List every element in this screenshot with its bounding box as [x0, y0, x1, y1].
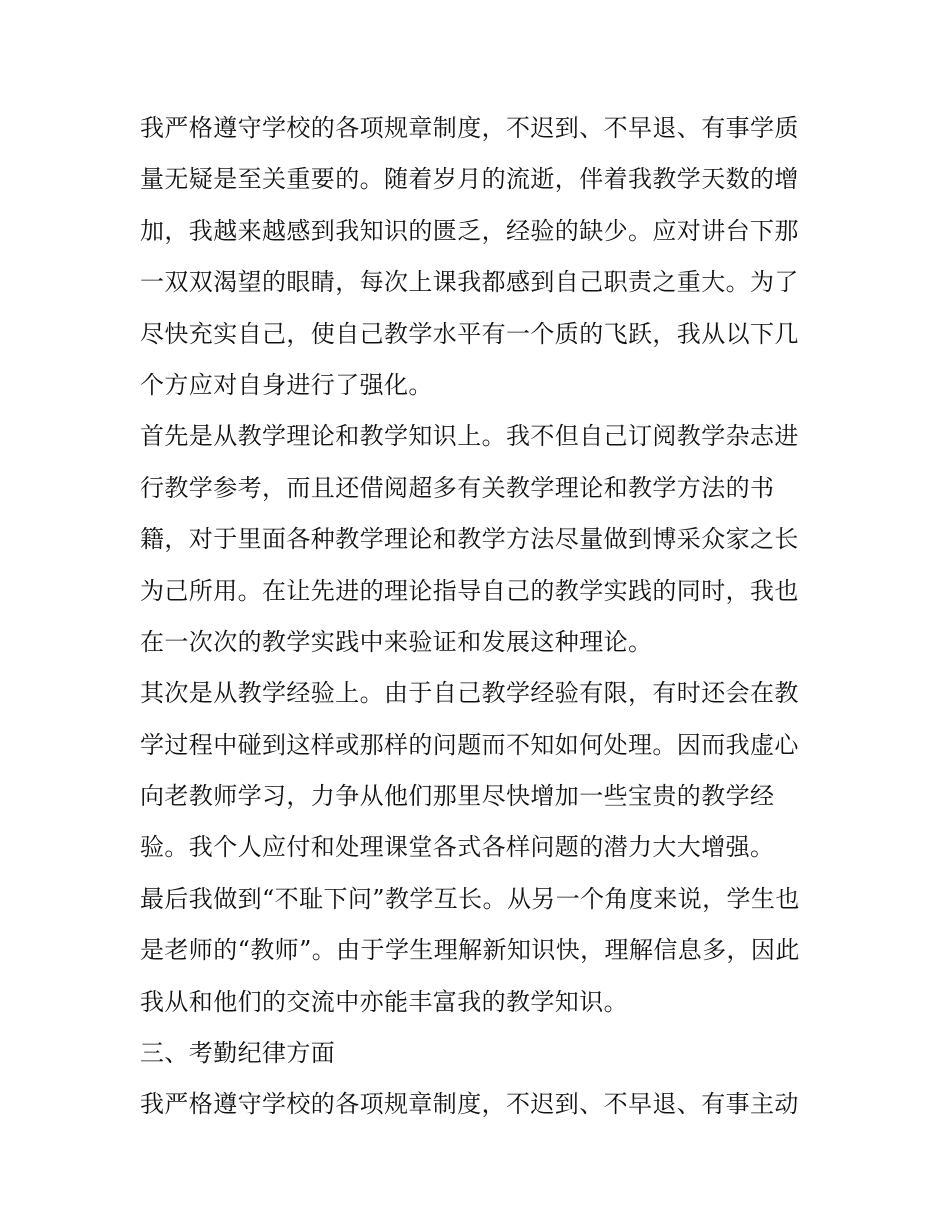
text-line: 籍，对于里面各种教学理论和教学方法尽量做到博采众家之长	[140, 525, 799, 554]
text-line: 首先是从教学理论和教学知识上。我不但自己订阅教学杂志进	[140, 422, 799, 451]
text-line: 我严格遵守学校的各项规章制度，不迟到、不早退、有事学质	[140, 114, 799, 142]
text-line: 学过程中碰到这样或那样的问题而不知如何处理。因而我虚心	[140, 730, 799, 759]
text-line: 尽快充实自己，使自己教学水平有一个质的飞跃，我从以下几	[140, 319, 799, 348]
text-line: 量无疑是至关重要的。随着岁月的流逝，伴着我教学天数的增	[140, 165, 799, 194]
text-line: 是老师的“教师”。由于学生理解新知识快，理解信息多，因此	[140, 936, 800, 965]
text-line: 最后我做到“不耻下问”教学互长。从另一个角度来说，学生也	[140, 884, 800, 913]
text-line: 为己所用。在让先进的理论指导自己的教学实践的同时，我也	[140, 576, 799, 605]
section-heading: 三、考勤纪律方面	[140, 1039, 336, 1068]
text-line: 一双双渴望的眼睛，每次上课我都感到自己职责之重大。为了	[140, 268, 799, 297]
text-line: 在一次次的教学实践中来验证和发展这种理论。	[140, 627, 653, 656]
text-line: 个方应对自身进行了强化。	[140, 370, 433, 399]
text-line: 行教学参考，而且还借阅超多有关教学理论和教学方法的书	[140, 473, 775, 502]
text-line: 验。我个人应付和处理课堂各式各样问题的潜力大大增强。	[140, 833, 775, 862]
text-line: 我从和他们的交流中亦能丰富我的教学知识。	[140, 987, 628, 1016]
text-line: 向老教师学习，力争从他们那里尽快增加一些宝贵的教学经	[140, 782, 775, 811]
document-body	[140, 103, 815, 1131]
text-line: 我严格遵守学校的各项规章制度，不迟到、不早退、有事主动	[140, 1090, 799, 1119]
text-line: 加，我越来越感到我知识的匮乏，经验的缺少。应对讲台下那	[140, 216, 799, 245]
text-line: 其次是从教学经验上。由于自己教学经验有限，有时还会在教	[140, 679, 799, 708]
